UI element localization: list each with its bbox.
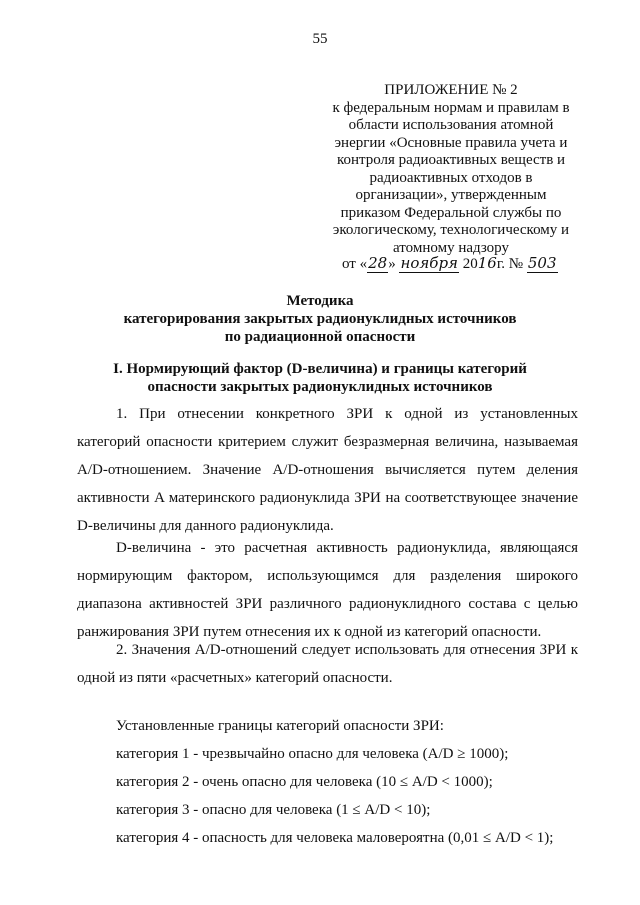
appendix-line: атомному надзору	[393, 239, 509, 256]
appendix-line: контроля радиоактивных веществ и	[336, 152, 566, 168]
category-item: категория 4 - опасность для человека маловероятна (0,01 ≤ A/D < 1);	[116, 830, 554, 846]
date-sep: »	[388, 256, 396, 272]
handwritten-day: 28	[368, 254, 388, 272]
handwritten-month: ноября	[400, 254, 458, 272]
appendix-heading: ПРИЛОЖЕНИЕ № 2	[384, 82, 518, 98]
appendix-line: радиоактивных отходов в	[369, 169, 533, 186]
page-number: 55	[312, 31, 328, 47]
appendix-line: области использования атомной	[348, 117, 554, 133]
appendix-line: организации», утвержденным	[355, 187, 547, 203]
appendix-line: приказом Федеральной службы по	[340, 204, 562, 221]
year-prefix: 20	[462, 256, 478, 272]
paragraph	[77, 400, 578, 540]
number-sign: г. №	[496, 256, 524, 272]
method-title	[60, 292, 580, 346]
category-intro: Установленные границы категорий опасности ЗРИ:	[116, 718, 444, 734]
appendix-line: энергии «Основные правила учета и	[334, 134, 568, 151]
paragraph	[77, 636, 578, 692]
method-title-line: по радиационной опасности	[224, 329, 416, 345]
order-date-number	[342, 254, 602, 273]
appendix-line: к федеральным нормам и правилам в	[332, 99, 570, 116]
method-title-line: категорирования закрытых радионуклидных источников	[123, 311, 517, 327]
category-item: категория 1 - чрезвычайно опасно для человека (A/D ≥ 1000);	[116, 746, 509, 762]
category-item: категория 2 - очень опасно для человека (10 ≤ A/D < 1000);	[116, 774, 493, 790]
paragraph-text: 2. Значения A/D-отношений следует использовать для отнесения ЗРИ к одной из пяти «расчетных» категорий опасности.	[77, 642, 578, 686]
paragraph	[77, 534, 578, 646]
section-title-line: I. Нормирующий фактор (D-величина) и границы категорий	[113, 361, 527, 377]
paragraph-text: 1. При отнесении конкретного ЗРИ к одной из установленных категорий опасности критерием служит безразмерная величина, называемая A/D-отношением. Значение A/D-отношения вычисляется путем деления активности A материнского радионуклида ЗРИ на соответствующее значение D-величины для данного радионуклида.	[77, 406, 578, 534]
category-item: категория 3 - опасно для человека (1 ≤ A/D < 10);	[116, 802, 431, 818]
method-title-line: Методика	[286, 293, 354, 309]
section-title	[60, 360, 580, 396]
paragraph-text: D-величина - это расчетная активность радионуклида, являющаяся нормирующим фактором, использующимся для разделения широкого диапазона активностей ЗРИ различного радионуклидного состава с целью ранжирования ЗРИ путем отнесения их к одной из категорий опасности.	[77, 540, 578, 640]
handwritten-order-number: 503	[527, 254, 557, 272]
category-list	[116, 712, 578, 852]
handwritten-year: 16	[477, 254, 497, 272]
date-prefix: от «	[342, 256, 368, 272]
appendix-line: экологическому, технологическому и	[332, 222, 570, 238]
appendix-block	[312, 82, 590, 257]
section-title-line: опасности закрытых радионуклидных источников	[147, 379, 493, 395]
